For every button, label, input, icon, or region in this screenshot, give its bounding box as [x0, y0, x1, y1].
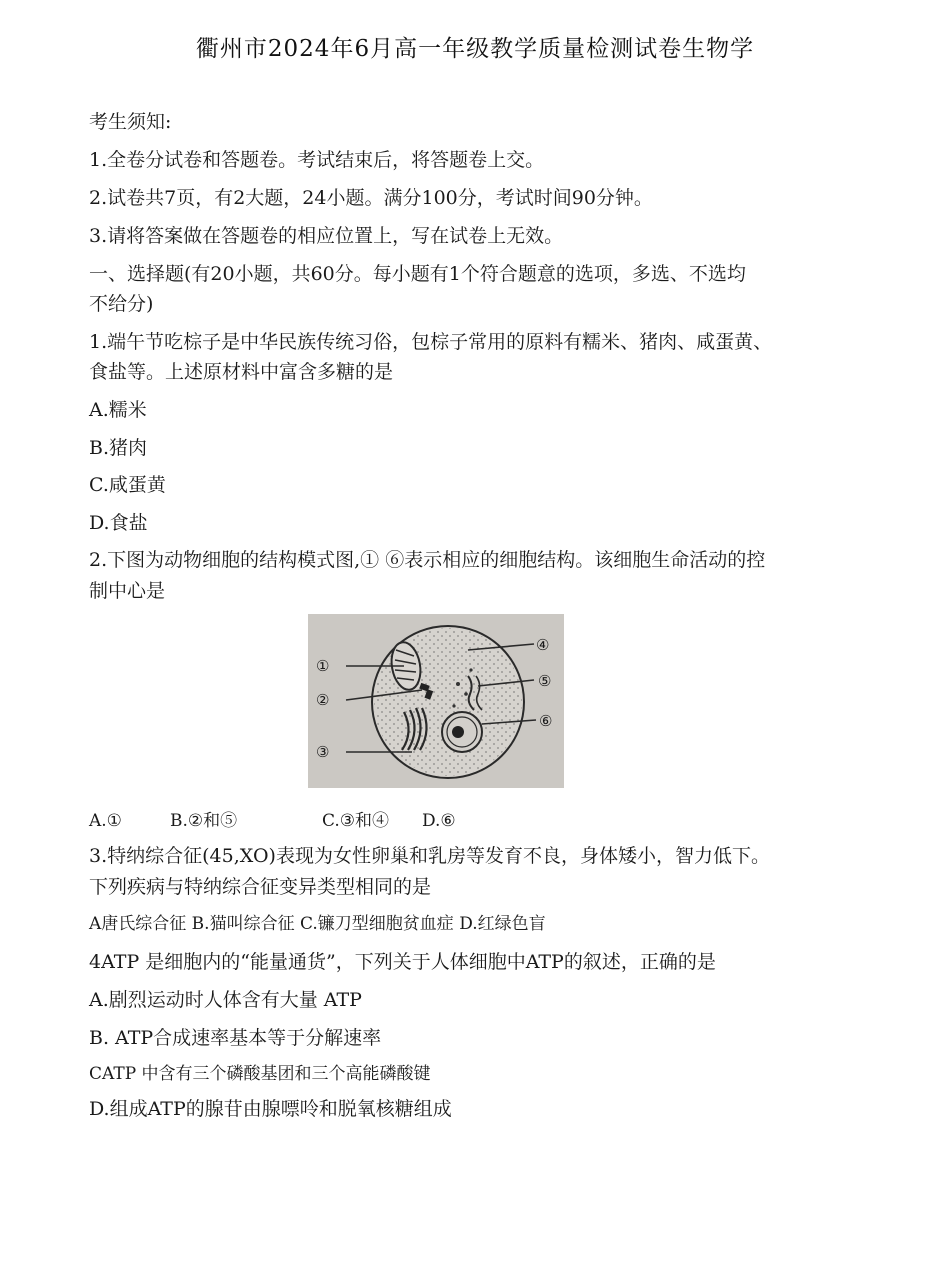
section-heading: 一、选择题(有20小题，共60分。每小题有1个符合题意的选项，多选、不选均: [89, 263, 746, 285]
notice-item: 1.全卷分试卷和答题卷。考试结束后，将答题卷上交。: [89, 149, 545, 171]
question-2-option-c: C.③和④: [322, 811, 390, 831]
question-4-stem: 4ATP 是细胞内的“能量通货”，下列关于人体细胞中ATP的叙述，正确的是: [89, 951, 716, 973]
question-4-option-a: A.剧烈运动时人体含有大量 ATP: [89, 989, 362, 1011]
question-2-option-d: D.⑥: [422, 811, 456, 831]
figure-label-4: ④: [536, 636, 550, 654]
page-title: 衢州市2024年6月高一年级教学质量检测试卷生物学: [195, 36, 755, 62]
nucleus-shape: [442, 712, 482, 752]
figure-label-6: ⑥: [539, 712, 553, 730]
figure-label-3: ③: [316, 743, 330, 761]
question-1-option-a: A.糯米: [89, 399, 147, 421]
figure-label-5: ⑤: [538, 672, 552, 690]
question-3-options: A唐氏综合征 B.猫叫综合征 C.镰刀型细胞贫血症 D.红绿色盲: [89, 914, 546, 934]
question-1-option-c: C.咸蛋黄: [89, 474, 166, 496]
question-1-stem-cont: 食盐等。上述原材料中富含多糖的是: [89, 361, 394, 383]
question-4-option-b: B. ATP合成速率基本等于分解速率: [89, 1027, 382, 1049]
question-2-stem-cont: 制中心是: [89, 580, 166, 602]
question-1-stem: 1.端午节吃棕子是中华民族传统习俗，包棕子常用的原料有糯米、猪肉、咸蛋黄、: [89, 331, 773, 353]
section-heading-cont: 不给分): [89, 293, 154, 315]
figure-label-1: ①: [316, 657, 330, 675]
question-1-option-d: D.食盐: [89, 512, 148, 534]
question-2-stem: 2.下图为动物细胞的结构模式图,① ⑥表示相应的细胞结构。该细胞生命活动的控: [89, 549, 766, 571]
question-2-option-b: B.②和⑤: [170, 811, 238, 831]
question-3-stem-cont: 下列疾病与特纳综合征变异类型相同的是: [89, 876, 432, 898]
question-2-option-a: A.①: [89, 811, 122, 831]
question-3-stem: 3.特纳综合征(45,XO)表现为女性卵巢和乳房等发育不良，身体矮小，智力低下。: [89, 845, 770, 867]
question-4-option-c: CATP 中含有三个磷酸基团和三个高能磷酸键: [89, 1064, 431, 1084]
figure-label-2: ②: [316, 691, 330, 709]
notice-item: 2.试卷共7页，有2大题，24小题。满分100分，考试时间90分钟。: [89, 187, 653, 209]
cell-structure-figure: [308, 614, 564, 788]
notice-item: 3.请将答案做在答题卷的相应位置上，写在试卷上无效。: [89, 225, 564, 247]
notice-heading: 考生须知:: [89, 111, 172, 133]
question-1-option-b: B.猪肉: [89, 437, 148, 459]
question-4-option-d: D.组成ATP的腺苷由腺嘌呤和脱氧核糖组成: [89, 1098, 452, 1120]
